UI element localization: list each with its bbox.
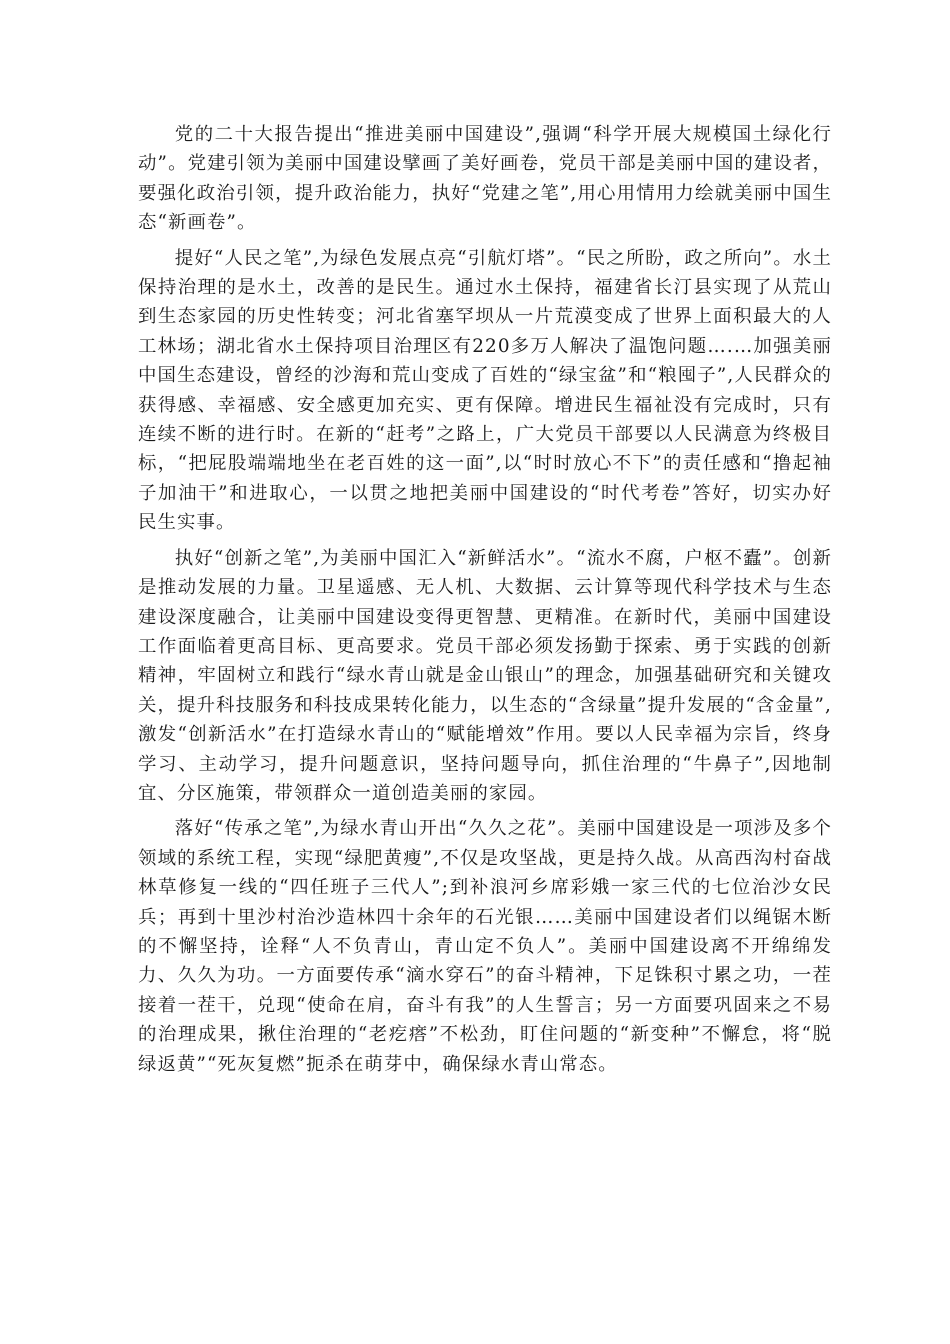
article-body — [138, 120, 832, 1085]
paragraph-inheritance: 落好“传承之笔”,为绿水青山开出“久久之花”。美丽中国建设是一项涉及多个领域的系统工程，实现“绿肥黄瘦”,不仅是攻坚战，更是持久战。从高西沟村奋战林草修复一线的“四任班子三代人”;到补浪河乡席彩娥一家三代的七位治沙女民兵；再到十里沙村治沙造林四十余年的石光银……美丽中国建设者们以绳锯木断的不懈坚持，诠释“人不负青山，青山定不负人”。美丽中国建设离不开绵绵发力、久久为功。一方面要传承“滴水穿石”的奋斗精神，下足铢积寸累之功，一茬接着一茬干，兑现“使命在肩，奋斗有我”的人生誓言；另一方面要巩固来之不易的治理成果，揪住治理的“老疙瘩”不松劲，盯住问题的“新变种”不懈怠，将“脱绿返黄”“死灰复燃”扼杀在萌芽中，确保绿水青山常态。 — [138, 818, 832, 1075]
paragraph-innovation: 执好“创新之笔”,为美丽中国汇入“新鲜活水”。“流水不腐，户枢不蠹”。创新是推动发展的力量。卫星遥感、无人机、大数据、云计算等现代科学技术与生态建设深度融合，让美丽中国建设变得更智慧、更精准。在新时代，美丽中国建设工作面临着更高目标、更高要求。党员干部必须发扬勤于探索、勇于实践的创新精神，牢固树立和践行“绿水青山就是金山银山”的理念，加强基础研究和关键攻关，提升科技服务和科技成果转化能力，以生态的“含绿量”提升发展的“含金量”,激发“创新活水”在打造绿水青山的“赋能增效”作用。要以人民幸福为宗旨，终身学习、主动学习，提升问题意识，坚持问题导向，抓住治理的“牛鼻子”,因地制宜、分区施策，带领群众一道创造美丽的家园。 — [138, 547, 832, 804]
paragraph-intro: 党的二十大报告提出“推进美丽中国建设”,强调“科学开展大规模国土绿化行动”。党建引领为美丽中国建设擘画了美好画卷，党员干部是美丽中国的建设者，要强化政治引领，提升政治能力，执好“党建之笔”,用心用情用力绘就美丽中国生态“新画卷”。 — [138, 124, 832, 234]
paragraph-people: 提好“人民之笔”,为绿色发展点亮“引航灯塔”。“民之所盼，政之所向”。水土保持治理的是水土，改善的是民生。通过水土保持，福建省长汀县实现了从荒山到生态家园的历史性转变；河北省塞罕坝从一片荒漠变成了世界上面积最大的人工林场；湖北省水土保持项目治理区有220多万人解决了温饱问题….…加强美丽中国生态建设，曾经的沙海和荒山变成了百姓的“绿宝盆”和“粮囤子”,人民群众的获得感、幸福感、安全感更加充实、更有保障。增进民生福祉没有完成时，只有连续不断的进行时。在新的“赶考”之路上，广大党员干部要以人民满意为终极目标，“把屁股端端地坐在老百姓的这一面”,以“时时放心不下”的责任感和“撸起袖子加油干”和进取心，一以贯之地把美丽中国建设的“时代考卷”答好，切实办好民生实事。 — [138, 247, 832, 534]
